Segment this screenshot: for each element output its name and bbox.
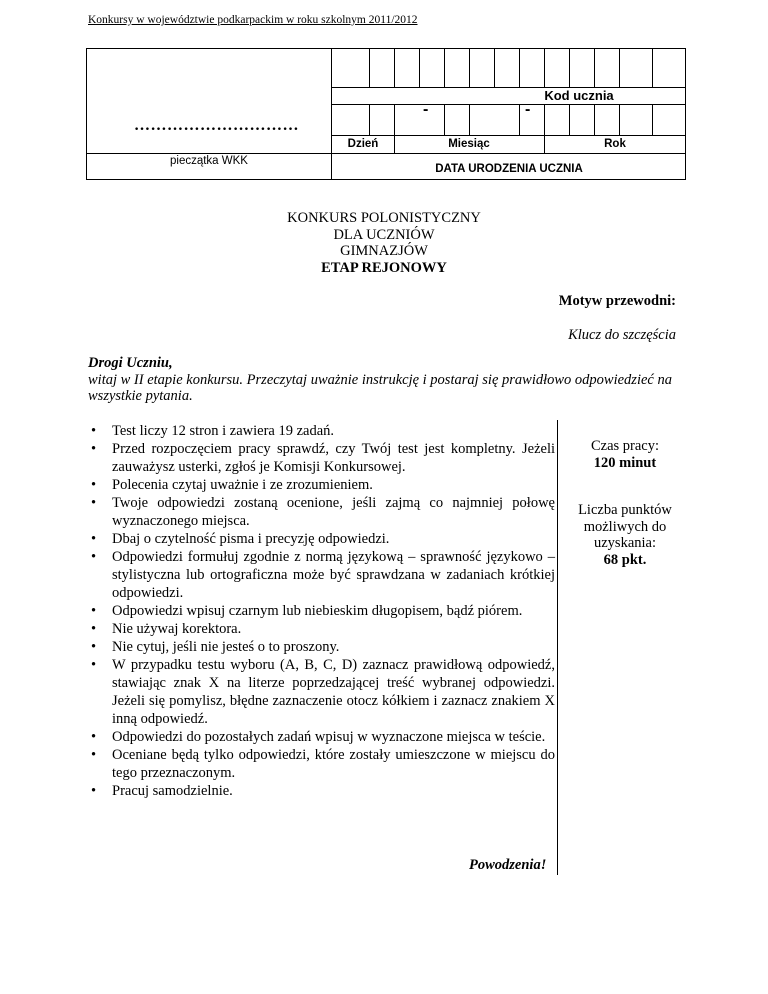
code-cell-border xyxy=(569,49,570,87)
instruction-item: • Pracuj samodzielnie. xyxy=(88,782,555,800)
form-separator xyxy=(87,153,332,154)
instruction-item: • W przypadku testu wyboru (A, B, C, D) zaznacz prawidłową odpowiedź, stawiając znak X na literze poprzedzającej treść wybranej odpowiedzi. Jeżeli się pomylisz, błędne zaznaczenie otocz kółkiem i zaznacz znakiem X inną odpowiedź. xyxy=(88,656,555,728)
instruction-item: • Odpowiedzi wpisuj czarnym lub niebieskim długopisem, bądź piórem. xyxy=(88,602,555,620)
date-cell-border xyxy=(619,104,620,135)
greeting: Drogi Uczniu, xyxy=(88,355,173,371)
code-cell-border xyxy=(469,49,470,87)
code-cell-border xyxy=(619,49,620,87)
instruction-item: • Oceniane będą tylko odpowiedzi, które zostały umieszczone w miejscu do tego przeznaczonym. xyxy=(88,746,555,782)
date-row-top xyxy=(332,104,686,105)
motto-value: Klucz do szczęścia xyxy=(568,327,676,343)
title-line: DLA UCZNIÓW xyxy=(333,226,435,243)
code-cell-border xyxy=(419,49,420,87)
code-cell-border xyxy=(652,49,653,87)
code-cell-border xyxy=(494,49,495,87)
date-dash: - xyxy=(423,101,429,118)
student-form-box xyxy=(86,48,686,180)
day-label: Dzień xyxy=(347,138,379,150)
instruction-item: • Nie cytuj, jeśli nie jesteś o to proszony. xyxy=(88,638,555,656)
instruction-item: • Przed rozpoczęciem pracy sprawdź, czy Twój test jest kompletny. Jeżeli zauważysz usterki, zgłoś je Komisji Konkursowej. xyxy=(88,440,555,476)
date-row-bottom xyxy=(332,135,686,136)
code-cell-border xyxy=(394,49,395,87)
instruction-item: • Polecenia czytaj uważnie i ze zrozumieniem. xyxy=(88,476,555,494)
instruction-item: • Twoje odpowiedzi zostaną ocenione, jeśli zajmą co najmniej połowę wyznaczonego miejsca. xyxy=(88,494,555,530)
date-cell-border xyxy=(444,104,445,135)
birth-date-label: DATA URODZENIA UCZNIA xyxy=(435,163,583,175)
stamp-label: pieczątka WKK xyxy=(170,155,248,167)
intro-paragraph: witaj w II etapie konkursu. Przeczytaj uważnie instrukcję i postaraj się prawidłowo odpowiedzieć na wszystkie pytania. xyxy=(88,371,672,404)
instruction-item: • Nie używaj korektora. xyxy=(88,620,555,638)
column-divider xyxy=(557,420,558,875)
instruction-item: • Test liczy 12 stron i zawiera 19 zadań. xyxy=(88,422,555,440)
instruction-item: • Odpowiedzi do pozostałych zadań wpisuj w wyznaczone miejsca w teście. xyxy=(88,728,555,746)
date-cell-border xyxy=(569,104,570,135)
instruction-item: • Dbaj o czytelność pisma i precyzję odpowiedzi. xyxy=(88,530,555,548)
time-value: 120 minut xyxy=(593,454,657,471)
title-line: KONKURS POLONISTYCZNY xyxy=(287,210,481,226)
contest-header: Konkursy w województwie podkarpackim w roku szkolnym 2011/2012 xyxy=(88,14,418,26)
date-label-row-bottom xyxy=(332,153,686,154)
date-cell-border xyxy=(519,104,520,135)
code-cell-border xyxy=(369,49,370,87)
year-label: Rok xyxy=(604,138,626,150)
points-info xyxy=(565,502,685,568)
points-label: Liczba punktów możliwych do uzyskania: xyxy=(578,502,672,551)
title-line: GIMNAZJÓW xyxy=(340,243,428,259)
intro-text xyxy=(88,355,688,405)
code-cell-border xyxy=(444,49,445,87)
instruction-item: • Odpowiedzi formułuj zgodnie z normą językową – sprawność językowo – stylistyczna lub ortograficzna może być sprawdzana w zadaniach krótkiej odpowiedzi. xyxy=(88,548,555,602)
contest-title xyxy=(0,210,768,276)
date-dash: - xyxy=(525,101,531,118)
code-cell-border xyxy=(519,49,520,87)
time-info xyxy=(565,438,685,471)
date-cell-border xyxy=(594,104,595,135)
date-cell-border xyxy=(369,104,370,135)
date-cell-border xyxy=(469,104,470,135)
stage-title: ETAP REJONOWY xyxy=(321,259,447,276)
student-code-label: Kod ucznia xyxy=(544,88,614,103)
date-cell-border xyxy=(652,104,653,135)
time-label: Czas pracy: xyxy=(590,438,660,454)
code-cell-border xyxy=(544,49,545,87)
points-value: 68 pkt. xyxy=(603,551,647,568)
instructions-list xyxy=(88,422,555,800)
code-cell-border xyxy=(594,49,595,87)
form-separator xyxy=(331,49,332,180)
good-luck-text: Powodzenia! xyxy=(469,857,547,873)
month-label: Miesiąc xyxy=(448,138,490,150)
motto-label: Motyw przewodni: xyxy=(558,293,676,309)
stamp-field: ………………………… xyxy=(134,117,299,134)
